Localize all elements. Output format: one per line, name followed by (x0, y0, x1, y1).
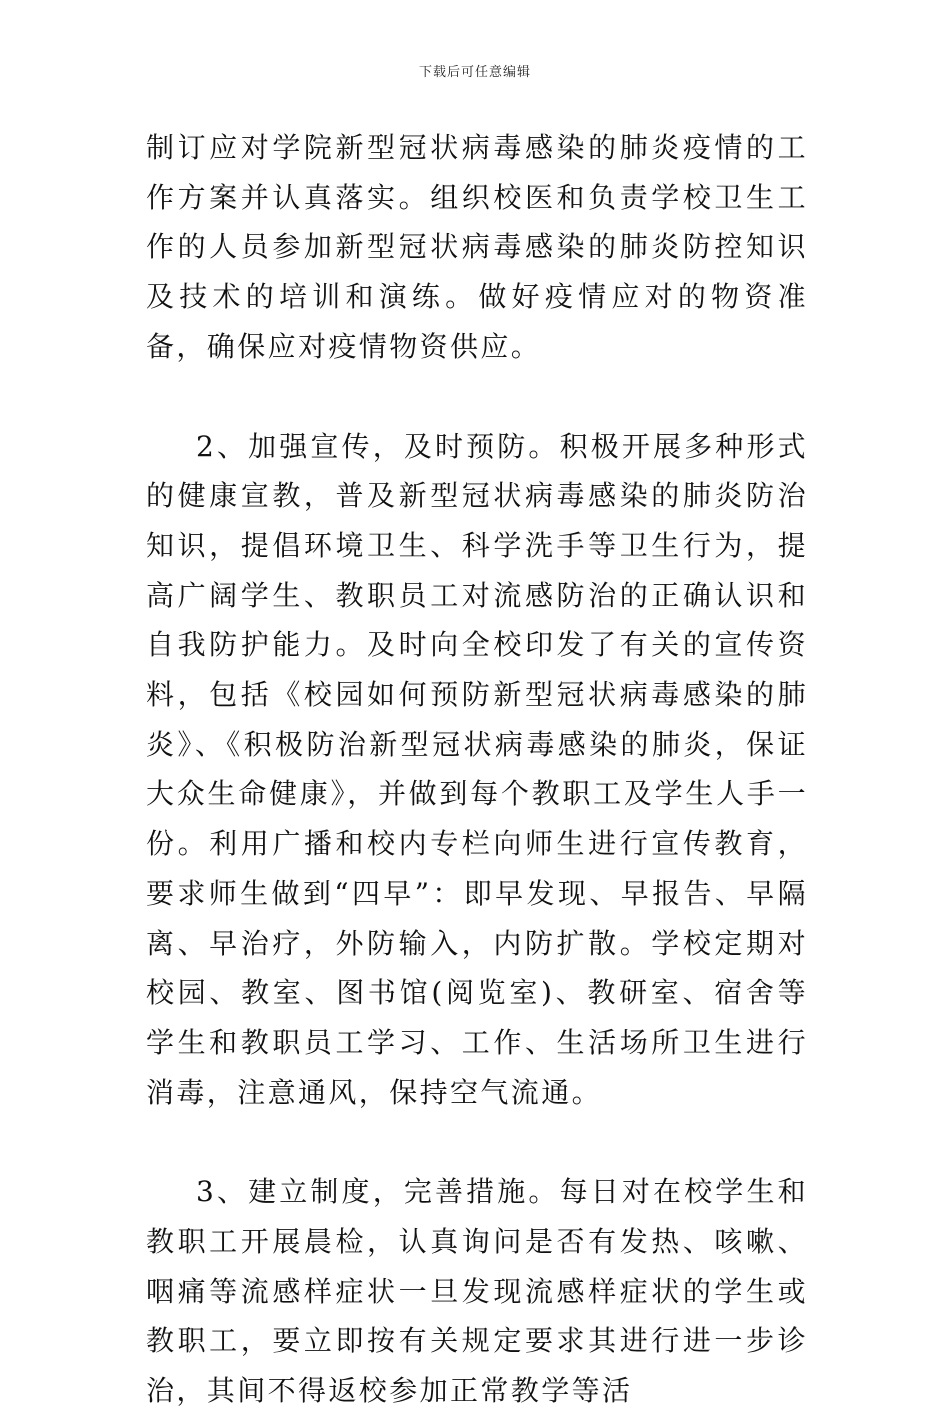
paragraph-1: 制订应对学院新型冠状病毒感染的肺炎疫情的工作方案并认真落实。组织校医和负责学校卫生工作的人员参加新型冠状病毒感染的肺炎防控知识及技术的培训和演练。做好疫情应对的物资准备，确保应对疫情物资供应。 (146, 131, 808, 363)
paragraph-3: 3、建立制度，完善措施。每日对在校学生和教职工开展晨检，认真询问是否有发热、咳嗽、咽痛等流感样症状一旦发现流感样症状的学生或教职工，要立即按有关规定要求其进行进一步诊治，其间不得返校参加正常教学等活 (146, 1175, 808, 1408)
document-body (146, 123, 808, 1416)
paragraph-2: 2、加强宣传，及时预防。积极开展多种形式的健康宣教，普及新型冠状病毒感染的肺炎防治知识，提倡环境卫生、科学洗手等卫生行为，提高广阔学生、教职员工对流感防治的正确认识和自我防护能力。及时向全校印发了有关的宣传资料，包括《校园如何预防新型冠状病毒感染的肺炎》、《积极防治新型冠状病毒感染的肺炎，保证大众生命健康》，并做到每个教职工及学生人手一份。利用广播和校内专栏向师生进行宣传教育，要求师生做到“四早”：即早发现、早报告、早隔离、早治疗，外防输入，内防扩散。学校定期对校园、教室、图书馆(阅览室)、教研室、宿舍等学生和教职员工学习、工作、生活场所卫生进行消毒，注意通风，保持空气流通。 (146, 429, 808, 1109)
page-header: 下载后可任意编辑 (418, 65, 531, 80)
